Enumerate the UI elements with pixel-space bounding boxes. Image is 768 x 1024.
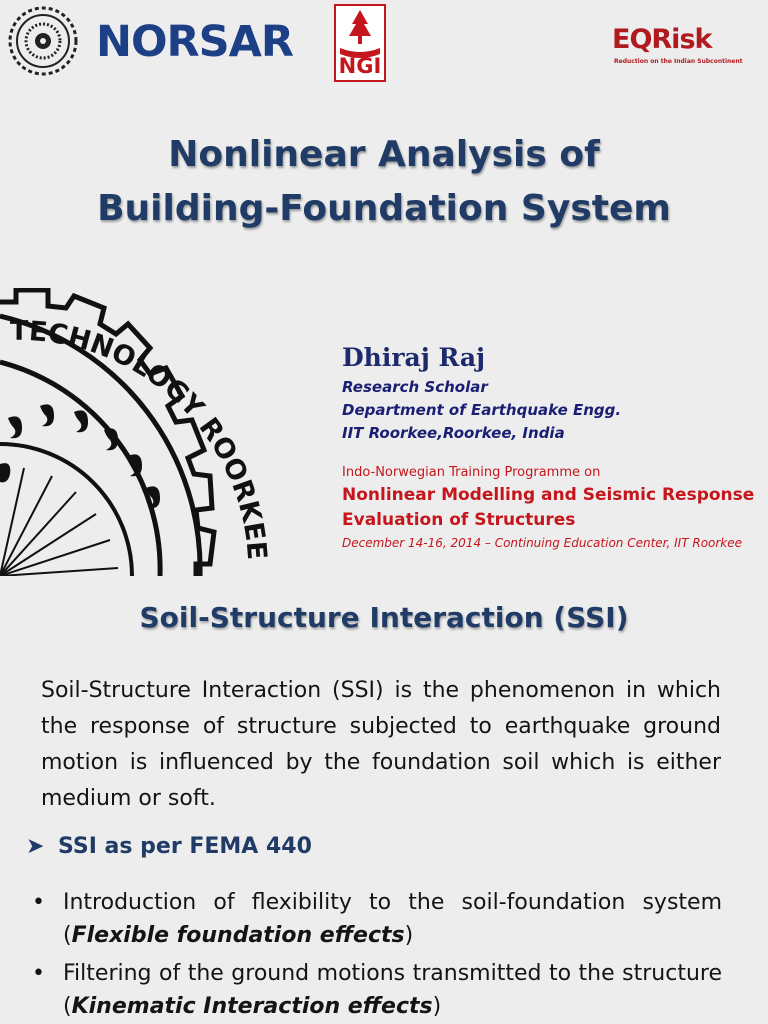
- author-block: [342, 340, 762, 553]
- iit-roorkee-emblem-icon: [0, 288, 312, 576]
- iit-roorkee-logo-icon: [8, 6, 78, 76]
- norsar-logo: [96, 16, 293, 68]
- bullet-dot-icon: •: [32, 961, 45, 986]
- section-heading: Soil-Structure Interaction (SSI): [139, 601, 629, 634]
- section-subheading-text: SSI as per FEMA 440: [58, 834, 312, 859]
- author-institute: IIT Roorkee,Roorkee, India: [342, 424, 565, 442]
- logo-bar: [0, 0, 768, 90]
- bullet-text-end: ): [404, 923, 414, 948]
- programme-date: December 14-16, 2014 – Continuing Education Center, IIT Roorkee: [342, 536, 743, 550]
- list-item: [30, 886, 722, 952]
- bullet-text: Introduction of flexibility to the soil-foundation system (: [63, 890, 722, 948]
- section-subheading: [26, 828, 312, 866]
- slide-title-line-2: Building-Foundation System: [97, 188, 671, 229]
- slide-title-line-1: Nonlinear Analysis of: [168, 134, 600, 175]
- programme-name-line-2: Evaluation of Structures: [342, 510, 576, 530]
- bullet-list: [30, 886, 722, 1024]
- slide-title: [0, 128, 768, 236]
- bullet-emphasis: Flexible foundation effects: [71, 923, 405, 948]
- eqrisk-tagline: Reduction on the Indian Subcontinent: [614, 58, 743, 65]
- norsar-logo-text: NORSAR: [96, 17, 294, 67]
- svg-text:TECHNOLOGY ROORKEE: [10, 316, 272, 561]
- bullet-text: Filtering of the ground motions transmitted to the structure (: [63, 961, 722, 1019]
- bullet-dot-icon: •: [32, 890, 45, 915]
- programme-intro: Indo-Norwegian Training Programme on: [342, 465, 601, 480]
- bullet-text-end: ): [432, 994, 442, 1019]
- author-role: Research Scholar: [342, 378, 488, 396]
- eqrisk-logo-text: EQRisk: [612, 24, 712, 55]
- list-item: [30, 957, 722, 1023]
- emblem-text: TECHNOLOGY ROORKEE: [9, 315, 273, 562]
- programme-name-line-1: Nonlinear Modelling and Seismic Response: [342, 485, 755, 505]
- ngi-logo-text: NGI: [338, 54, 382, 78]
- author-department: Department of Earthquake Engg.: [342, 401, 622, 419]
- author-name: Dhiraj Raj: [342, 343, 486, 372]
- arrow-bullet-icon: ➤: [26, 834, 45, 859]
- bullet-emphasis: Kinematic Interaction effects: [71, 994, 433, 1019]
- section-paragraph: Soil-Structure Interaction (SSI) is the phenomenon in which the response of structure subjected to earthquake ground motion is influenced by the foundation soil which is either medium or soft.: [41, 678, 721, 811]
